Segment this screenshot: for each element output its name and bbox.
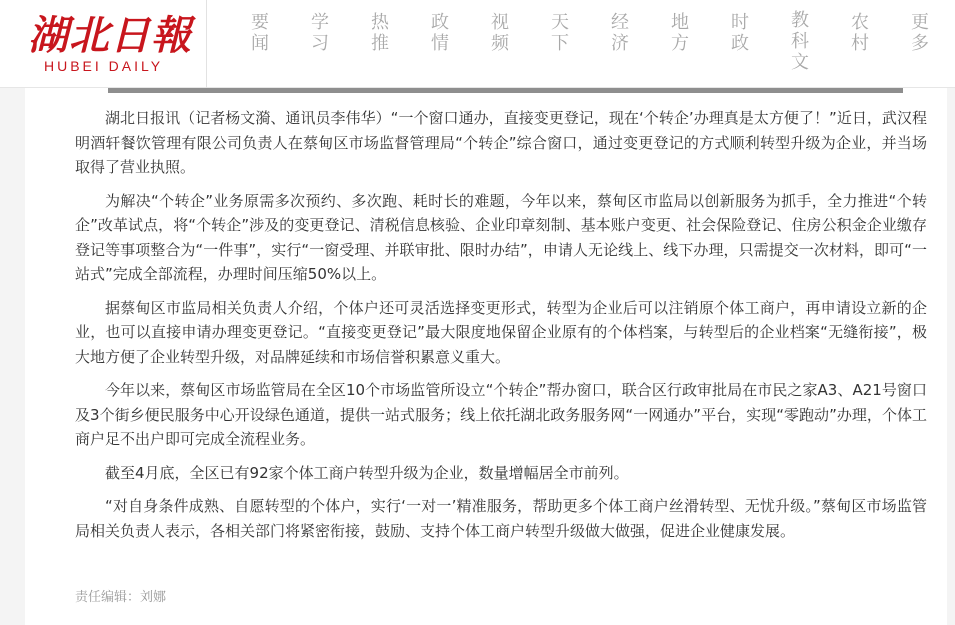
nav-item-zhengqing[interactable]: 政 情 <box>431 12 449 54</box>
nav-item-gengduo[interactable]: 更 多 <box>911 12 929 54</box>
article-paragraph: 湖北日报讯（记者杨文漪、通讯员李伟华）“一个窗口通办，直接变更登记，现在‘个转企’办理真是太方便了！”近日，武汉程明酒轩餐饮管理有限公司负责人在蔡甸区市场监督管理局“个转企”综合窗口，通过变更登记的方式顺利转型升级为企业，并当场取得了营业执照。 <box>75 109 927 176</box>
nav-item-jingji[interactable]: 经 济 <box>611 12 629 54</box>
nav-item-retui[interactable]: 热 推 <box>371 12 389 54</box>
article-paragraph: 据蔡甸区市监局相关负责人介绍，个体户还可灵活选择变更形式，转型为企业后可以注销原个体工商户，再申请设立新的企业，也可以直接申请办理变更登记。“直接变更登记”最大限度地保留企业原有的个体档案，与转型后的企业档案“无缝衔接”，极大地方便了企业转型升级，对品牌延续和市场信誉积累意义重大。 <box>75 298 927 366</box>
nav-item-nongcun[interactable]: 农 村 <box>851 12 869 54</box>
nav-item-shipin[interactable]: 视 频 <box>491 12 509 54</box>
site-header <box>0 0 955 88</box>
nav-item-jiaokewen[interactable]: 教 科 文 <box>791 10 809 73</box>
article-paragraph: 为解决“个转企”业务原需多次预约、多次跑、耗时长的难题，今年以来，蔡甸区市监局以创新服务为抓手，全力推进“个转企”改革试点，将“个转企”涉及的变更登记、清税信息核验、企业印章刻制、基本账户变更、社会保险登记、住房公积金企业缴存登记等事项整合为“一件事”，实行“一窗受理、并联审批、限时办结”，申请人无论线上、线下办理，只需提交一次材料，即可“一站式”完成全部流程，办理时间压缩50%以上。 <box>75 191 927 283</box>
logo-english-text: HUBEI DAILY <box>44 58 164 74</box>
site-logo[interactable] <box>0 0 207 88</box>
responsible-editor: 责任编辑：刘娜 <box>75 590 167 605</box>
nav-item-yaowen[interactable]: 要 闻 <box>251 12 269 54</box>
nav-item-tianxia[interactable]: 天 下 <box>551 12 569 54</box>
logo-chinese-text: 湖北日報 <box>28 12 192 59</box>
main-nav <box>250 12 950 76</box>
article-body <box>75 106 927 552</box>
article-paragraph: 截至4月底，全区已有92家个体工商户转型升级为企业，数量增幅居全市前列。 <box>105 463 629 482</box>
nav-item-shizheng[interactable]: 时 政 <box>731 12 749 54</box>
nav-item-difang[interactable]: 地 方 <box>671 12 689 54</box>
article-content <box>25 88 947 625</box>
nav-item-xuexi[interactable]: 学 习 <box>311 12 329 54</box>
article-image-bottom-edge <box>108 88 903 93</box>
article-paragraph: 今年以来，蔡甸区市场监管局在全区10个市场监管所设立“个转企”帮办窗口，联合区行政审批局在市民之家A3、A21号窗口及3个街乡便民服务中心开设绿色通道，提供一站式服务；线上依托湖北政务服务网“一网通办”平台，实现“零跑动”办理，个体工商户足不出户即可完成全流程业务。 <box>75 381 927 448</box>
article-paragraph: “对自身条件成熟、自愿转型的个体户，实行‘一对一’精准服务，帮助更多个体工商户丝滑转型、无忧升级。”蔡甸区市场监管局相关负责人表示，各相关部门将紧密衔接，鼓励、支持个体工商户转型升级做大做强，促进企业健康发展。 <box>75 497 927 540</box>
